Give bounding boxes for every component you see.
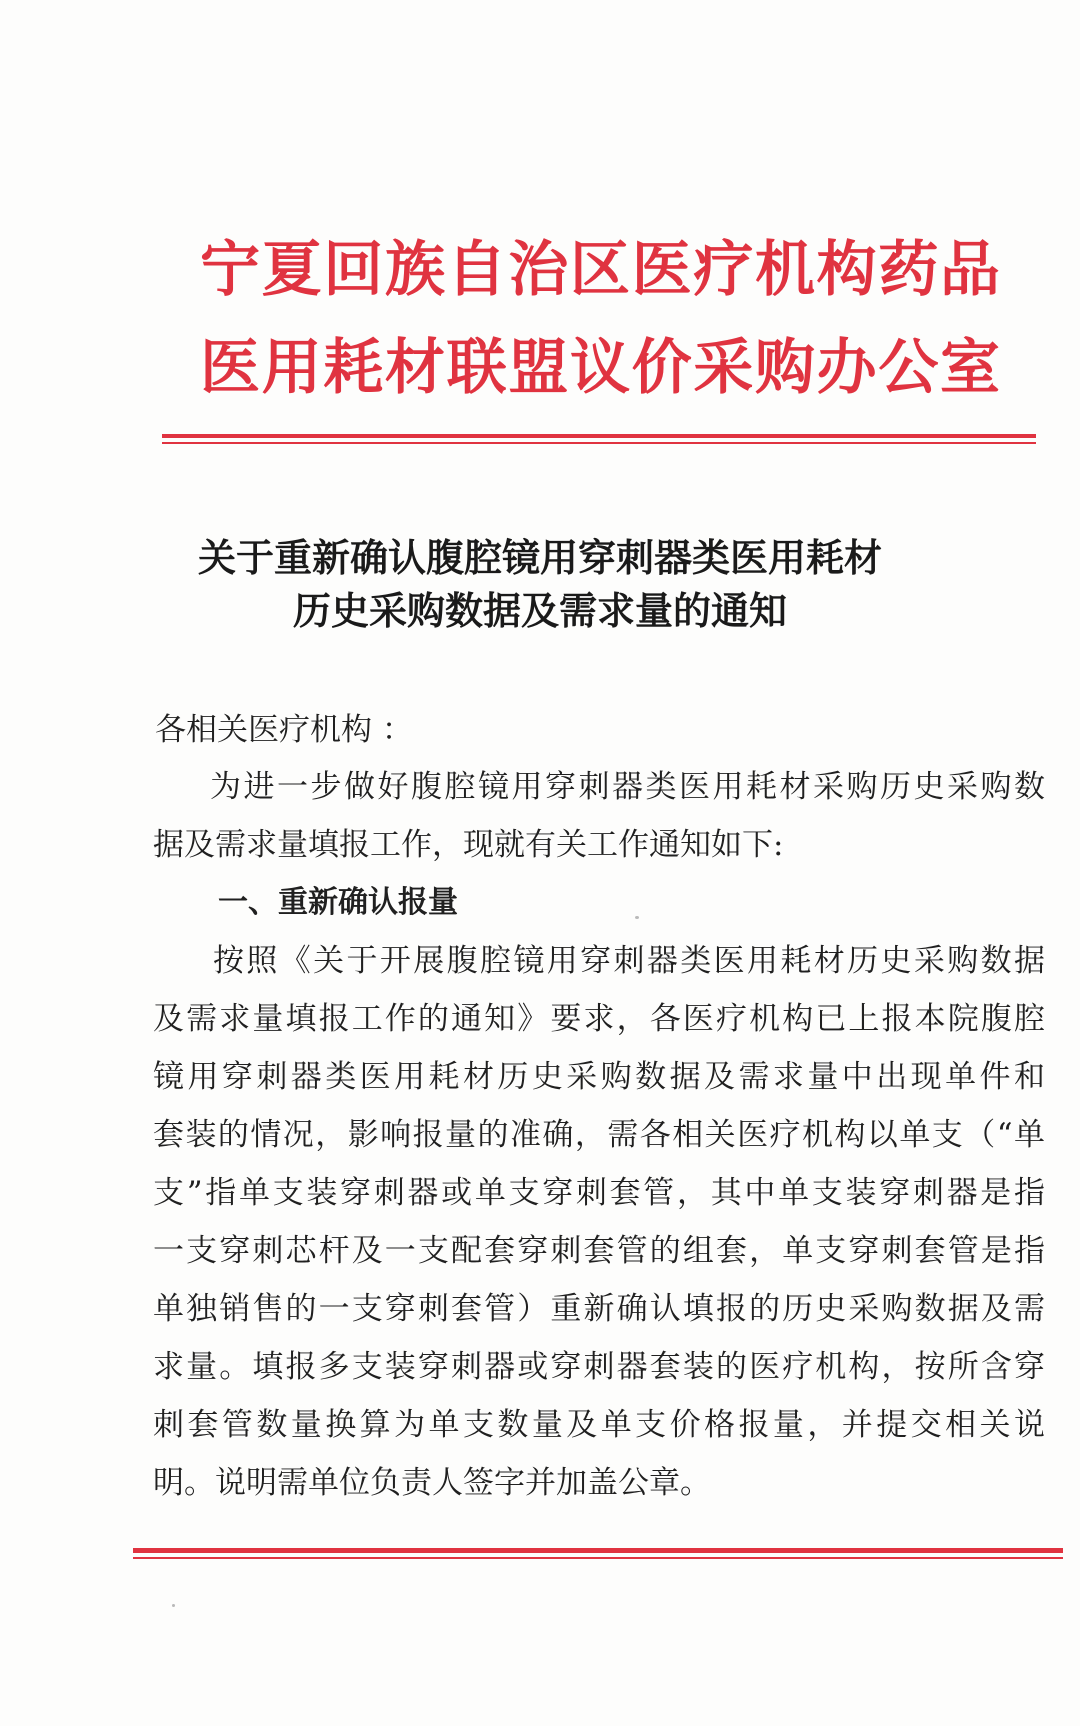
issuer-name-line-2: 医用耗材联盟议价采购办公室 (200, 333, 1000, 403)
section-paragraph-line: 支”指单支装穿刺器或单支穿刺套管，其中单支装穿刺器是指 (153, 1175, 1045, 1211)
section-paragraph-line: 求量。填报多支装穿刺器或穿刺器套装的医疗机构，按所含穿 (153, 1349, 1045, 1385)
notice-title-line-2: 历史采购数据及需求量的通知 (292, 588, 787, 633)
red-footer-rule (133, 1548, 1063, 1553)
section-paragraph-line: 明。说明需单位负责人签字并加盖公章。 (153, 1465, 711, 1501)
section-paragraph-line: 刺套管数量换算为单支数量及单支价格报量，并提交相关说 (153, 1407, 1045, 1443)
intro-paragraph-line: 为进一步做好腹腔镜用穿刺器类医用耗材采购历史采购数 (210, 769, 1045, 805)
scan-speck (635, 916, 639, 919)
red-header-rule-thin (162, 442, 1036, 444)
notice-title-line-1: 关于重新确认腹腔镜用穿刺器类医用耗材 (197, 535, 882, 580)
intro-paragraph-line: 据及需求量填报工作，现就有关工作通知如下: (153, 827, 784, 863)
section-paragraph-line: 套装的情况，影响报量的准确，需各相关医疗机构以单支（“单 (153, 1117, 1045, 1153)
section-paragraph-line: 按照《关于开展腹腔镜用穿刺器类医用耗材历史采购数据 (213, 943, 1045, 979)
red-header-rule (162, 434, 1036, 438)
section-paragraph-line: 镜用穿刺器类医用耗材历史采购数据及需求量中出现单件和 (153, 1059, 1045, 1095)
section-heading: 一、重新确认报量 (218, 885, 458, 920)
section-paragraph-line: 单独销售的一支穿刺套管）重新确认填报的历史采购数据及需 (153, 1291, 1045, 1327)
issuer-name-line-1: 宁夏回族自治区医疗机构药品 (200, 235, 1000, 305)
scan-speck (172, 1604, 175, 1607)
red-footer-rule-thin (133, 1557, 1063, 1559)
salutation: 各相关医疗机构 ： (155, 712, 413, 748)
section-paragraph-line: 一支穿刺芯杆及一支配套穿刺套管的组套，单支穿刺套管是指 (153, 1233, 1045, 1269)
section-paragraph-line: 及需求量填报工作的通知》要求，各医疗机构已上报本院腹腔 (153, 1001, 1045, 1037)
